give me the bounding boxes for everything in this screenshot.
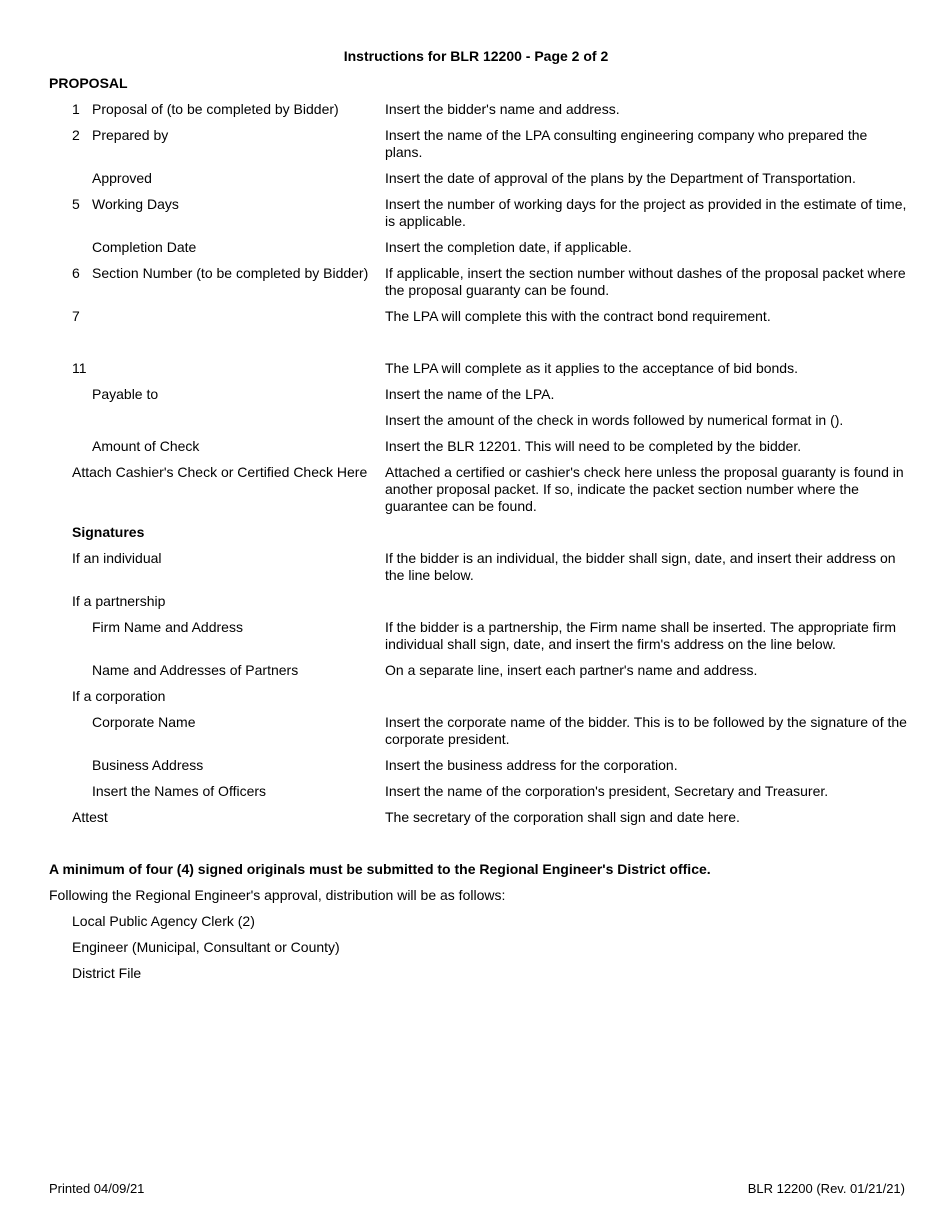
item-number: 2 bbox=[72, 127, 80, 143]
page-title: Instructions for BLR 12200 - Page 2 of 2 bbox=[343, 48, 609, 64]
field-instruction: Insert the name of the corporation's president, Secretary and Treasurer. bbox=[385, 783, 829, 799]
field-label: If a corporation bbox=[72, 688, 166, 704]
field-instruction: Insert the name of the LPA. bbox=[385, 386, 555, 402]
field-label: Completion Date bbox=[92, 239, 197, 255]
item-number: 11 bbox=[72, 360, 87, 376]
field-label: If an individual bbox=[72, 550, 162, 566]
distribution-item: Local Public Agency Clerk (2) bbox=[72, 913, 255, 929]
field-label: Prepared by bbox=[92, 127, 169, 143]
field-label: Working Days bbox=[92, 196, 179, 212]
field-instruction: Insert the corporate name of the bidder. This is to be followed by the signature of the corporate president. bbox=[385, 714, 907, 747]
distribution-intro: Following the Regional Engineer's approval, distribution will be as follows: bbox=[49, 887, 506, 903]
submission-notice: A minimum of four (4) signed originals must be submitted to the Regional Engineer's District office. bbox=[49, 861, 711, 877]
field-label: Attach Cashier's Check or Certified Check Here bbox=[72, 464, 368, 480]
field-label: Signatures bbox=[72, 524, 145, 540]
item-number: 6 bbox=[72, 265, 80, 281]
field-instruction: Insert the amount of the check in words followed by numerical format in (). bbox=[385, 412, 844, 428]
item-number: 7 bbox=[72, 308, 80, 324]
field-label: Corporate Name bbox=[92, 714, 196, 730]
field-label: Firm Name and Address bbox=[92, 619, 243, 635]
field-instruction: Insert the name of the LPA consulting engineering company who prepared the plans. bbox=[385, 127, 868, 160]
field-label: Approved bbox=[92, 170, 152, 186]
field-instruction: Insert the completion date, if applicable. bbox=[385, 239, 632, 255]
field-instruction: The LPA will complete this with the contract bond requirement. bbox=[385, 308, 771, 324]
field-instruction: Insert the date of approval of the plans by the Department of Transportation. bbox=[385, 170, 856, 186]
item-number: 1 bbox=[72, 101, 80, 117]
item-number: 5 bbox=[72, 196, 80, 212]
field-label: If a partnership bbox=[72, 593, 166, 609]
field-instruction: The secretary of the corporation shall sign and date here. bbox=[385, 809, 740, 825]
field-instruction: If the bidder is an individual, the bidder shall sign, date, and insert their address on the line below. bbox=[385, 550, 896, 583]
field-instruction: Insert the business address for the corporation. bbox=[385, 757, 678, 773]
section-heading-proposal: PROPOSAL bbox=[49, 75, 128, 91]
distribution-item: District File bbox=[72, 965, 142, 981]
distribution-item: Engineer (Municipal, Consultant or County) bbox=[72, 939, 340, 955]
field-label: Insert the Names of Officers bbox=[92, 783, 267, 799]
field-instruction: On a separate line, insert each partner's name and address. bbox=[385, 662, 758, 678]
field-label: Attest bbox=[72, 809, 108, 825]
field-label: Payable to bbox=[92, 386, 159, 402]
field-instruction: Insert the BLR 12201. This will need to be completed by the bidder. bbox=[385, 438, 802, 454]
printed-date: Printed 04/09/21 bbox=[49, 1181, 145, 1196]
field-label: Name and Addresses of Partners bbox=[92, 662, 299, 678]
field-instruction: Insert the number of working days for the project as provided in the estimate of time, is applicable. bbox=[385, 196, 907, 229]
field-label: Section Number (to be completed by Bidder) bbox=[92, 265, 369, 281]
field-label: Business Address bbox=[92, 757, 204, 773]
field-label: Amount of Check bbox=[92, 438, 200, 454]
field-instruction: Insert the bidder's name and address. bbox=[385, 101, 620, 117]
field-instruction: If applicable, insert the section number without dashes of the proposal packet where the proposal guaranty can be found. bbox=[385, 265, 906, 298]
field-instruction: Attached a certified or cashier's check here unless the proposal guaranty is found in another proposal packet. If so, indicate the packet section number where the guarantee can be found. bbox=[385, 464, 904, 514]
field-instruction: The LPA will complete as it applies to the acceptance of bid bonds. bbox=[385, 360, 798, 376]
form-revision-id: BLR 12200 (Rev. 01/21/21) bbox=[747, 1181, 905, 1196]
field-instruction: If the bidder is a partnership, the Firm name shall be inserted. The appropriate firm individual shall sign, date, and insert the firm's address on the line below. bbox=[385, 619, 896, 652]
field-label: Proposal of (to be completed by Bidder) bbox=[92, 101, 339, 117]
